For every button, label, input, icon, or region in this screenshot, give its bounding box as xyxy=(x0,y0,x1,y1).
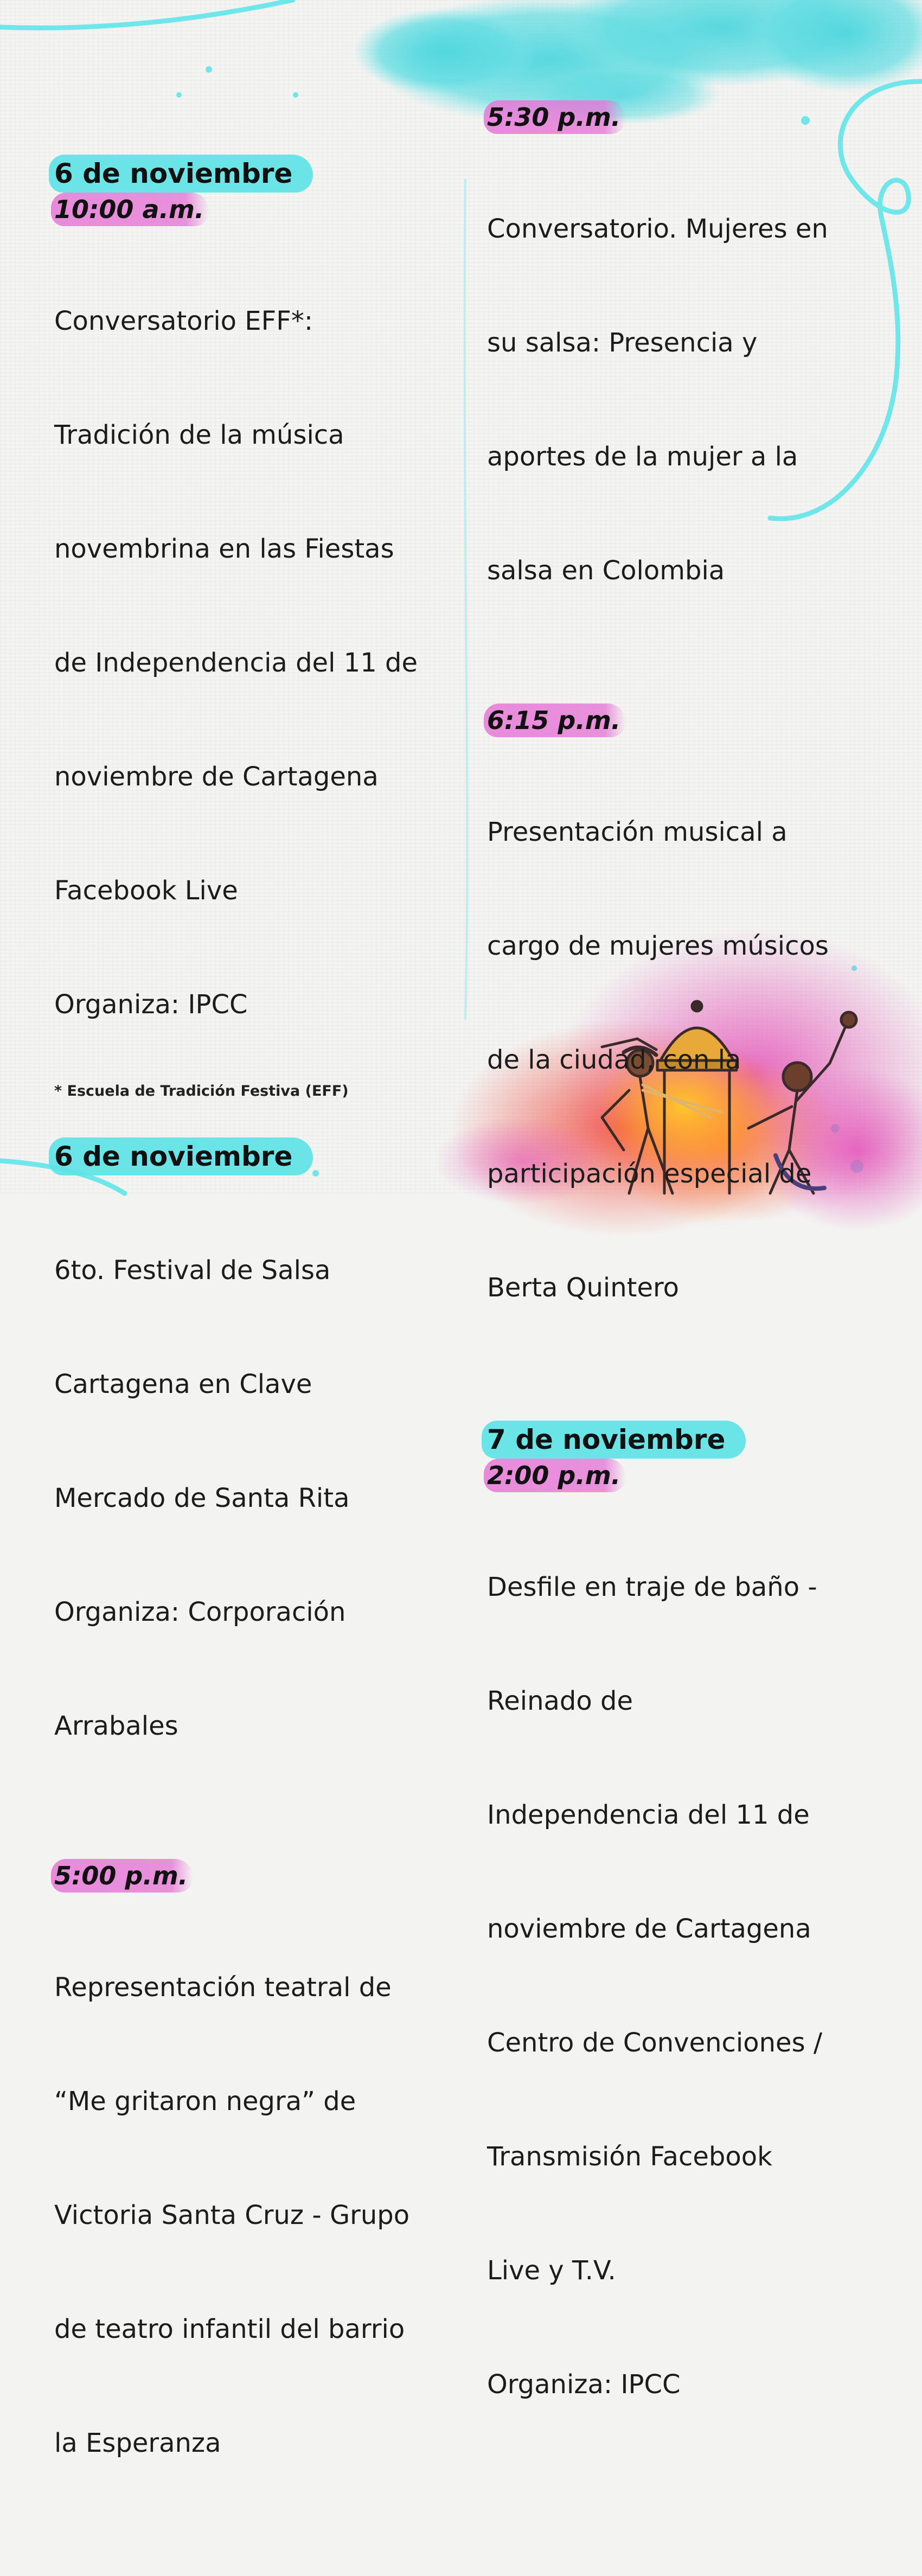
description-line: de teatro infantil del barrio xyxy=(54,2314,405,2344)
event-block xyxy=(487,100,867,666)
description-line: Presentación musical a xyxy=(487,817,787,847)
event-description xyxy=(54,1893,445,2538)
description-line: Organiza: Corporación xyxy=(54,1597,346,1627)
event-block xyxy=(54,1137,445,1821)
description-line: Desfile en traje de baño - xyxy=(487,1572,817,1602)
date-highlight: 7 de noviembre xyxy=(482,1421,746,1459)
footnote: * Escuela de Tradición Festiva (EFF) xyxy=(54,1083,349,1100)
description-line: su salsa: Presencia y xyxy=(487,328,758,358)
description-line: Facebook Live xyxy=(54,875,238,906)
date-highlight: 6 de noviembre xyxy=(49,155,313,193)
description-line: aportes de la mujer a la xyxy=(487,442,798,472)
description-line: cargo de mujeres músicos xyxy=(487,931,829,961)
description-line: noviembre de Cartagena xyxy=(487,1914,811,1944)
description-line: Tradición de la música xyxy=(54,420,344,450)
description-line: Reinado de xyxy=(487,1686,633,1716)
description-line: salsa en Colombia xyxy=(487,555,725,586)
description-line: Live y T.V. xyxy=(487,2255,616,2286)
time-highlight: 5:30 p.m. xyxy=(484,100,626,134)
description-line: Centro de Convenciones / xyxy=(487,2028,822,2058)
description-line: Conversatorio EFF*: xyxy=(54,306,313,336)
description-line: Transmisión Facebook xyxy=(487,2142,772,2172)
event-block xyxy=(54,155,445,1100)
event-description xyxy=(487,1492,867,2479)
event-description xyxy=(54,1175,445,1821)
date-highlight: 6 de noviembre xyxy=(49,1137,313,1175)
description-line: Arrabales xyxy=(54,1711,178,1741)
column-divider xyxy=(465,179,468,1020)
event-description xyxy=(487,134,867,666)
description-line: Victoria Santa Cruz - Grupo xyxy=(54,2200,410,2230)
description-line: Organiza: IPCC xyxy=(54,989,248,1020)
time-highlight: 10:00 a.m. xyxy=(51,193,209,226)
event-description xyxy=(487,737,867,1383)
description-line: Independencia del 11 de xyxy=(487,1800,810,1830)
description-line: novembrina en las Fiestas xyxy=(54,534,394,564)
description-line: noviembre de Cartagena xyxy=(54,762,379,792)
description-line: la Esperanza xyxy=(54,2428,221,2458)
time-highlight: 6:15 p.m. xyxy=(484,704,626,737)
description-line: Cartagena en Clave xyxy=(54,1369,312,1399)
description-line: Representación teatral de xyxy=(54,1972,392,2003)
curve-line-top-left xyxy=(0,0,293,28)
event-block xyxy=(487,1421,867,2479)
description-line: 6to. Festival de Salsa xyxy=(54,1255,331,1286)
left-column xyxy=(54,155,445,2576)
description-line: de la ciudad, con la xyxy=(487,1045,741,1075)
description-line: Berta Quintero xyxy=(487,1273,680,1303)
description-line: de Independencia del 11 de xyxy=(54,648,418,678)
time-highlight: 2:00 p.m. xyxy=(484,1459,626,1492)
event-block xyxy=(54,1859,445,2538)
description-line: participación especial de xyxy=(487,1159,812,1189)
right-column xyxy=(487,100,867,2517)
event-block xyxy=(487,704,867,1383)
description-line: Conversatorio. Mujeres en xyxy=(487,214,828,244)
description-line: “Me gritaron negra” de xyxy=(54,2086,356,2117)
time-highlight: 5:00 p.m. xyxy=(51,1859,193,1893)
description-line: Mercado de Santa Rita xyxy=(54,1483,350,1513)
description-line: Organiza: IPCC xyxy=(487,2369,681,2400)
event-description xyxy=(54,226,445,1100)
